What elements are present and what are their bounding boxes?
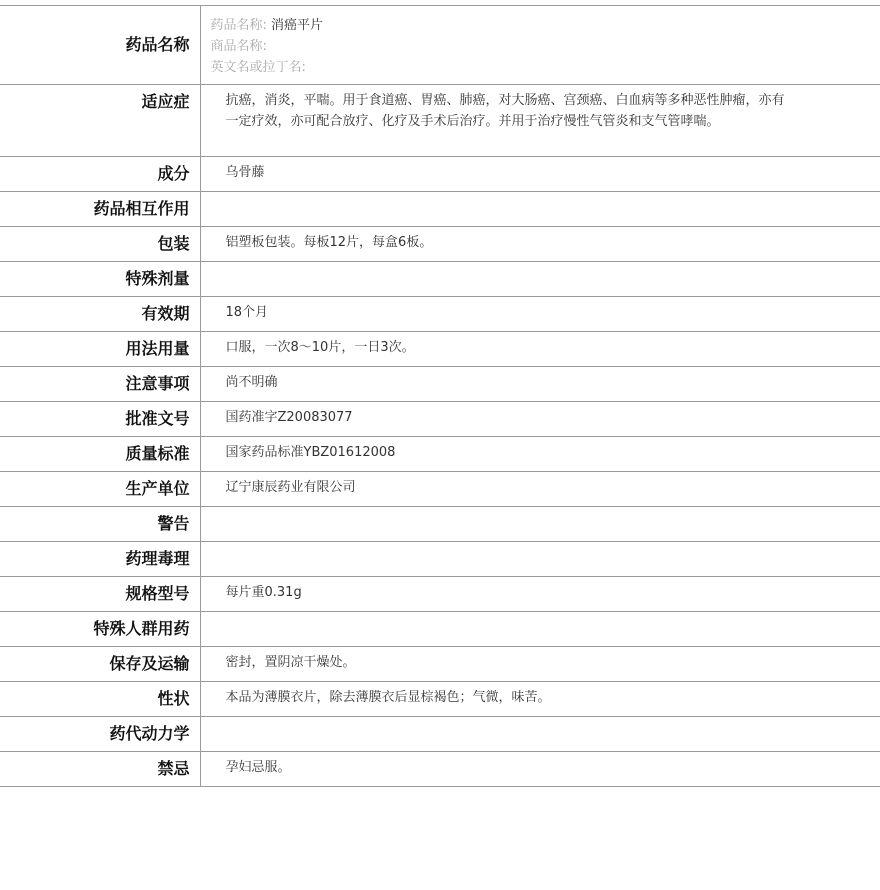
- row-label: 质量标准: [0, 437, 200, 472]
- row-precautions: [0, 367, 880, 402]
- row-label: 批准文号: [0, 402, 200, 437]
- row-special-populations: [0, 612, 880, 647]
- row-label: 保存及运输: [0, 647, 200, 682]
- row-specification: [0, 577, 880, 612]
- row-value: 18个月: [200, 297, 880, 332]
- row-warning: [0, 507, 880, 542]
- row-value: [200, 507, 880, 542]
- row-label: 包装: [0, 227, 200, 262]
- row-label: 成分: [0, 157, 200, 192]
- drug-info-table: [0, 5, 880, 787]
- row-label: 用法用量: [0, 332, 200, 367]
- row-label: 药品相互作用: [0, 192, 200, 227]
- row-pharmacokinetics: [0, 717, 880, 752]
- english-name-key: 英文名或拉丁名:: [210, 60, 306, 75]
- row-label: 禁忌: [0, 752, 200, 787]
- row-label: 规格型号: [0, 577, 200, 612]
- drug-name-cell: [200, 6, 880, 85]
- row-quality-standard: [0, 437, 880, 472]
- trade-name-line: [211, 36, 880, 57]
- generic-name-line: [211, 15, 880, 36]
- row-usage: [0, 332, 880, 367]
- row-pharmacology: [0, 542, 880, 577]
- row-shelf-life: [0, 297, 880, 332]
- row-label: 生产单位: [0, 472, 200, 507]
- row-description: [0, 682, 880, 717]
- row-ingredients: [0, 157, 880, 192]
- row-value: 抗癌，消炎，平喘。用于食道癌、胃癌、肺癌，对大肠癌、宫颈癌、白血病等多种恶性肿瘤，亦有一定疗效，亦可配合放疗、化疗及手术后治疗。并用于治疗慢性气管炎和支气管哮喘。: [200, 85, 880, 157]
- row-label: 性状: [0, 682, 200, 717]
- row-label: 警告: [0, 507, 200, 542]
- row-drug-name: [0, 6, 880, 85]
- row-label: 药代动力学: [0, 717, 200, 752]
- row-value: 口服，一次8～10片，一日3次。: [200, 332, 880, 367]
- row-interactions: [0, 192, 880, 227]
- row-indications: [0, 85, 880, 157]
- row-packaging: [0, 227, 880, 262]
- row-value: 铝塑板包装。每板12片，每盒6板。: [200, 227, 880, 262]
- row-label: 注意事项: [0, 367, 200, 402]
- generic-name-key: 药品名称:: [210, 18, 267, 33]
- row-value: 每片重0.31g: [200, 577, 880, 612]
- row-special-dosage: [0, 262, 880, 297]
- row-value: 密封，置阴凉干燥处。: [200, 647, 880, 682]
- row-label: 药品名称: [0, 6, 200, 85]
- row-value: 本品为薄膜衣片，除去薄膜衣后显棕褐色；气微，味苦。: [200, 682, 880, 717]
- english-name-line: [211, 57, 880, 78]
- row-value: 尚不明确: [200, 367, 880, 402]
- row-value: 国药准字Z20083077: [200, 402, 880, 437]
- generic-name-value: 消癌平片: [271, 18, 324, 33]
- trade-name-key: 商品名称:: [210, 39, 267, 54]
- row-label: 特殊剂量: [0, 262, 200, 297]
- row-value: [200, 612, 880, 647]
- row-manufacturer: [0, 472, 880, 507]
- row-label: 药理毒理: [0, 542, 200, 577]
- row-value: 辽宁康辰药业有限公司: [200, 472, 880, 507]
- row-value: 孕妇忌服。: [200, 752, 880, 787]
- row-storage: [0, 647, 880, 682]
- row-label: 特殊人群用药: [0, 612, 200, 647]
- row-value: [200, 542, 880, 577]
- row-value: [200, 262, 880, 297]
- row-value: 乌骨藤: [200, 157, 880, 192]
- row-label: 适应症: [0, 85, 200, 157]
- row-contraindications: [0, 752, 880, 787]
- row-value: 国家药品标准YBZ01612008: [200, 437, 880, 472]
- row-value: [200, 717, 880, 752]
- row-approval-number: [0, 402, 880, 437]
- row-label: 有效期: [0, 297, 200, 332]
- row-value: [200, 192, 880, 227]
